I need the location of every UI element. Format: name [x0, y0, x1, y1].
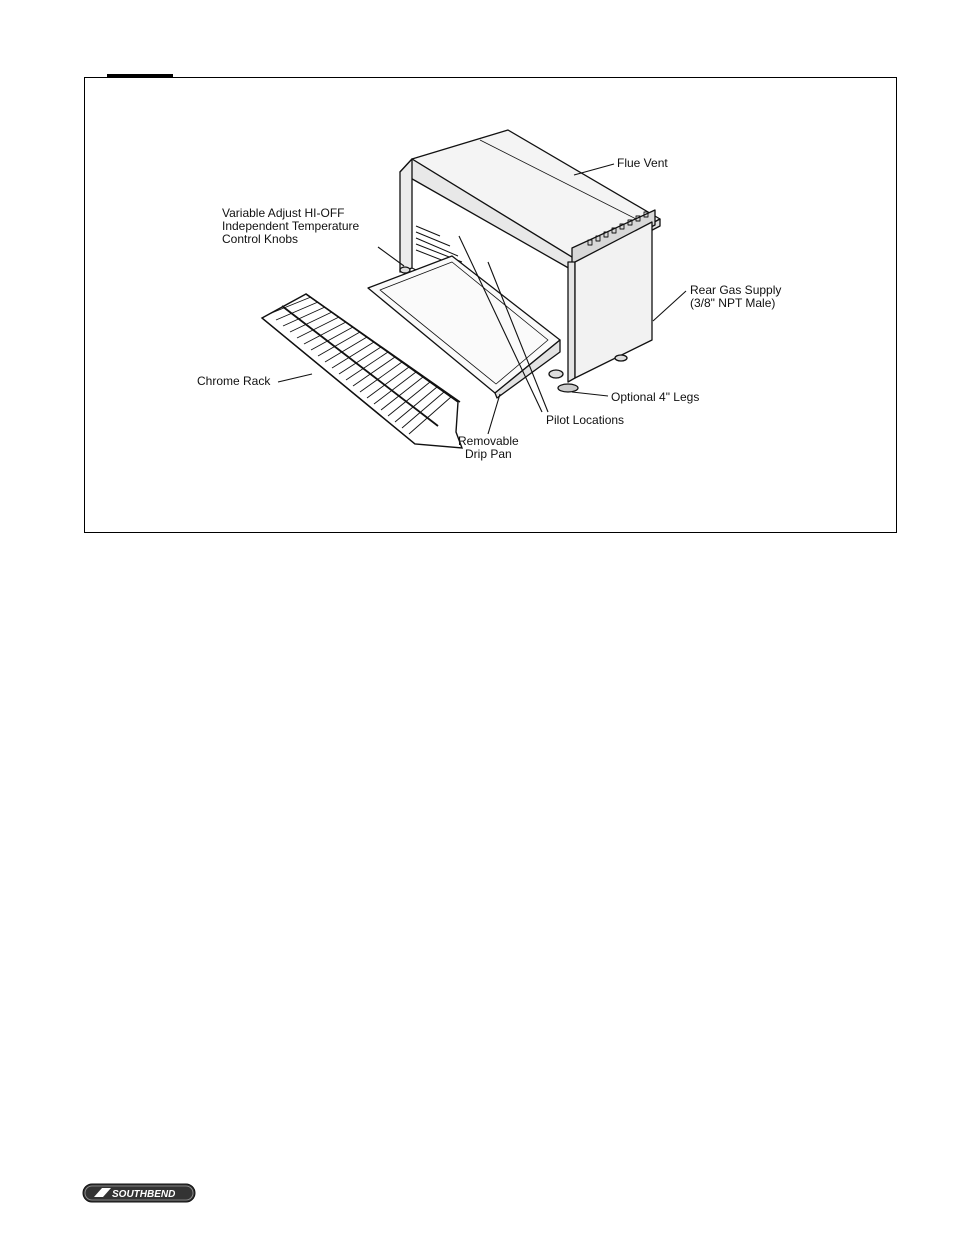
label-control-knobs: Variable Adjust HI-OFF Independent Temperature Control Knobs	[222, 206, 360, 246]
leader-flue-vent	[574, 164, 614, 175]
left-side-pillar	[400, 159, 412, 272]
leader-drip-pan	[488, 394, 500, 434]
southbend-logo	[82, 1183, 196, 1203]
label-chrome-rack: Chrome Rack	[197, 374, 271, 388]
label-optional-legs: Optional 4" Legs	[611, 390, 700, 404]
logo-text: SOUTHBEND	[112, 1189, 176, 1200]
label-flue-vent: Flue Vent	[617, 156, 668, 170]
leader-rear-gas	[653, 291, 686, 321]
leader-chrome-rack	[278, 374, 312, 382]
right-side-body	[568, 262, 575, 382]
leader-legs	[572, 392, 608, 396]
label-rear-gas-supply: Rear Gas Supply (3/8" NPT Male)	[690, 283, 782, 310]
label-pilot-locations: Pilot Locations	[546, 413, 625, 427]
label-drip-pan: Removable Drip Pan	[458, 434, 519, 461]
